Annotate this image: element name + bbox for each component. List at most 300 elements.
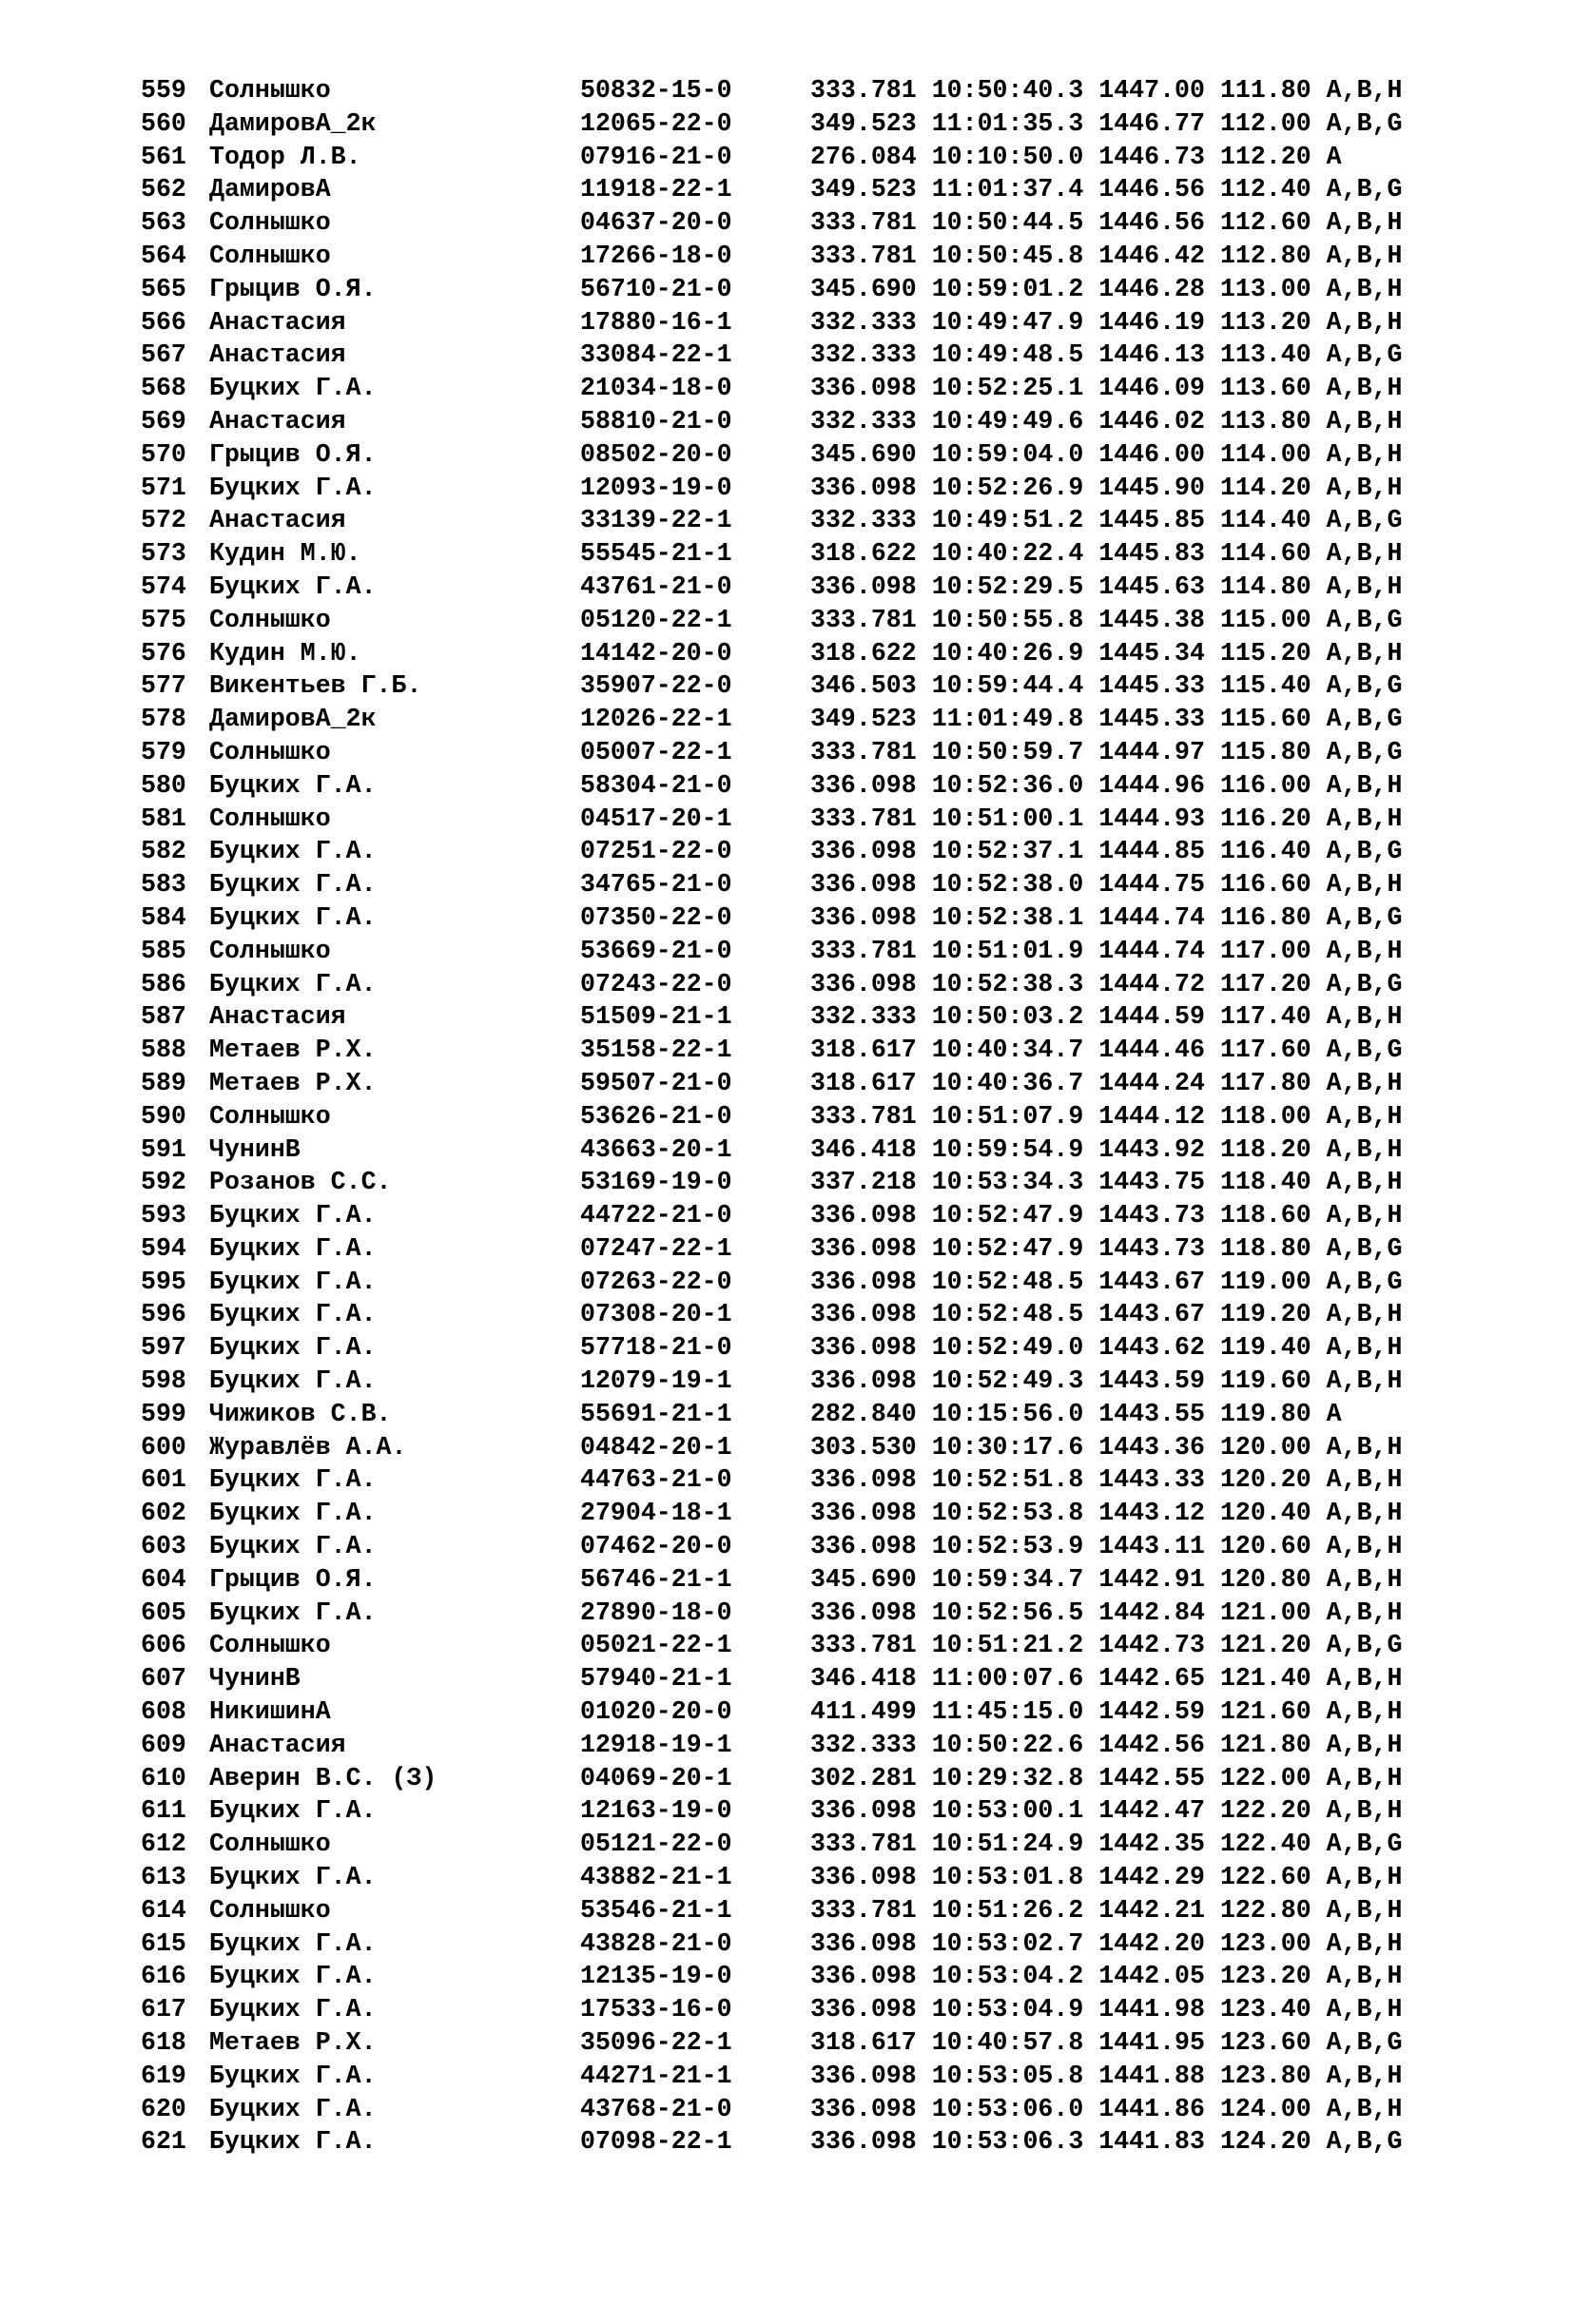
participant-name: Грыцив О.Я. [209,274,377,303]
record-code: 21034-18-0 [580,374,732,403]
time-value: 11:01:49.8 [931,705,1084,734]
flags: A,B,H [1326,539,1403,569]
value-2: 1445.33 [1098,705,1205,734]
flags: A,B,H [1326,1697,1403,1727]
flags: A,B,G [1326,605,1403,634]
flags: A,B,G [1326,2127,1403,2157]
value-2: 1443.75 [1098,1168,1205,1197]
values-group [810,1100,1402,1133]
flags: A,B,H [1326,1962,1403,1991]
value-1: 333.781 [810,936,917,965]
value-3: 119.20 [1219,1300,1311,1329]
record-code: 07251-22-0 [580,837,732,866]
flags: A,B,G [1326,506,1403,535]
value-2: 1445.63 [1098,571,1205,601]
values-group [810,240,1402,273]
value-3: 111.80 [1219,76,1311,105]
participant-name: Буцких Г.А. [209,2061,377,2090]
value-3: 116.20 [1219,804,1311,833]
time-value: 10:52:47.9 [931,1201,1084,1230]
flags: A,B,H [1326,1598,1403,1627]
time-value: 10:15:56.0 [931,1399,1084,1428]
record-code: 05007-22-1 [580,737,732,766]
values-group [810,141,1342,174]
participant-name: Буцких Г.А. [209,2094,377,2123]
record-code: 07462-20-0 [580,1532,732,1561]
values-group [810,1067,1402,1100]
record-code: 12026-22-1 [580,705,732,734]
row-number: 588 [141,1036,186,1065]
values-group [810,1629,1402,1662]
record-code: 56710-21-0 [580,274,732,303]
participant-name: Тодор Л.В. [209,142,361,171]
value-1: 282.840 [810,1399,917,1428]
participant-name: ДамировА_2к [209,705,377,734]
row-number: 593 [141,1201,186,1230]
record-code: 55545-21-1 [580,539,732,569]
values-group [810,1597,1402,1630]
table-row [0,472,1573,505]
table-row [0,1331,1573,1365]
value-3: 117.60 [1219,1036,1311,1065]
value-3: 117.80 [1219,1068,1311,1097]
values-group [810,803,1402,836]
table-row [0,703,1573,736]
time-value: 10:40:22.4 [931,539,1084,569]
value-3: 113.00 [1219,274,1311,303]
record-code: 50832-15-0 [580,76,732,105]
row-number: 570 [141,439,186,469]
flags: A,B,G [1326,1233,1403,1263]
flags: A,B,G [1326,1631,1403,1660]
table-row [0,1530,1573,1563]
value-1: 336.098 [810,870,917,900]
time-value: 10:50:22.6 [931,1730,1084,1759]
record-code: 35096-22-1 [580,2028,732,2058]
value-1: 333.781 [810,737,917,766]
value-2: 1445.90 [1098,473,1205,502]
record-code: 34765-21-0 [580,870,732,900]
value-1: 332.333 [810,340,917,370]
value-2: 1442.20 [1098,1928,1205,1958]
table-row [0,803,1573,836]
table-row [0,141,1573,174]
value-2: 1446.42 [1098,241,1205,270]
participant-name: Буцких Г.А. [209,2127,377,2157]
participant-name: Буцких Г.А. [209,1366,377,1396]
record-code: 43828-21-0 [580,1928,732,1958]
row-number: 577 [141,671,186,701]
table-row [0,107,1573,141]
values-group [810,1530,1402,1563]
record-code: 05121-22-0 [580,1830,732,1859]
flags: A,B,G [1326,108,1403,138]
participant-name: Анастасия [209,1002,346,1032]
participant-name: НикишинА [209,1697,331,1727]
value-3: 122.00 [1219,1763,1311,1792]
flags: A,B,H [1326,1002,1403,1032]
value-1: 318.617 [810,1036,917,1065]
value-2: 1442.55 [1098,1763,1205,1792]
values-group [810,1166,1402,1199]
flags: A,B,H [1326,1564,1403,1594]
values-group [810,1431,1402,1464]
values-group [810,74,1402,107]
record-code: 07243-22-0 [580,969,732,998]
record-code: 05021-22-1 [580,1631,732,1660]
time-value: 10:30:17.6 [931,1432,1084,1462]
participant-name: Солнышко [209,76,331,105]
time-value: 10:52:26.9 [931,473,1084,502]
value-3: 116.00 [1219,770,1311,800]
row-number: 612 [141,1830,186,1859]
record-code: 05120-22-1 [580,605,732,634]
time-value: 10:52:53.8 [931,1499,1084,1528]
row-number: 582 [141,837,186,866]
time-value: 10:52:37.1 [931,837,1084,866]
value-3: 122.60 [1219,1863,1311,1892]
table-row [0,835,1573,868]
record-code: 35907-22-0 [580,671,732,701]
value-1: 336.098 [810,1863,917,1892]
flags: A,B,H [1326,1763,1403,1792]
value-1: 318.617 [810,1068,917,1097]
table-row [0,769,1573,803]
table-row [0,2060,1573,2093]
participant-name: Анастасия [209,406,346,436]
value-2: 1444.96 [1098,770,1205,800]
flags: A,B,H [1326,1101,1403,1131]
results-listing [0,74,1573,2159]
value-1: 318.622 [810,539,917,569]
time-value: 10:51:24.9 [931,1830,1084,1859]
time-value: 10:52:56.5 [931,1598,1084,1627]
participant-name: Метаев Р.Х. [209,1068,377,1097]
participant-name: Солнышко [209,1101,331,1131]
record-code: 07247-22-1 [580,1233,732,1263]
participant-name: ДамировА_2к [209,108,377,138]
participant-name: Буцких Г.А. [209,1598,377,1627]
value-2: 1443.73 [1098,1233,1205,1263]
flags: A,B,G [1326,1036,1403,1065]
row-number: 586 [141,969,186,998]
participant-name: Солнышко [209,241,331,270]
record-code: 56746-21-1 [580,1564,732,1594]
value-1: 336.098 [810,1796,917,1826]
row-number: 563 [141,208,186,238]
row-number: 571 [141,473,186,502]
values-group [810,2093,1402,2126]
value-2: 1443.67 [1098,1267,1205,1296]
flags: A,B,G [1326,340,1403,370]
table-row [0,339,1573,372]
values-group [810,1034,1402,1067]
flags: A,B,G [1326,837,1403,866]
flags: A,B,H [1326,1532,1403,1561]
row-number: 601 [141,1465,186,1495]
values-group [810,1232,1402,1266]
flags: A,B,H [1326,1068,1403,1097]
value-3: 113.80 [1219,406,1311,436]
values-group [810,206,1402,240]
value-3: 121.60 [1219,1697,1311,1727]
table-row [0,273,1573,306]
record-code: 55691-21-1 [580,1399,732,1428]
value-1: 349.523 [810,175,917,204]
table-row [0,537,1573,571]
flags: A [1326,142,1342,171]
participant-name: Кудин М.Ю. [209,539,361,569]
value-3: 118.00 [1219,1101,1311,1131]
values-group [810,1662,1402,1695]
record-code: 44722-21-0 [580,1201,732,1230]
value-1: 336.098 [810,969,917,998]
record-code: 59507-21-0 [580,1068,732,1097]
record-code: 07916-21-0 [580,142,732,171]
time-value: 10:59:54.9 [931,1134,1084,1164]
values-group [810,438,1402,472]
flags: A,B,H [1326,770,1403,800]
record-code: 43882-21-1 [580,1863,732,1892]
value-1: 333.781 [810,1895,917,1925]
values-group [810,1894,1402,1927]
flags: A,B,G [1326,2028,1403,2058]
row-number: 562 [141,175,186,204]
values-group [810,537,1402,571]
time-value: 10:59:34.7 [931,1564,1084,1594]
row-number: 568 [141,374,186,403]
value-1: 336.098 [810,1598,917,1627]
row-number: 597 [141,1333,186,1363]
value-3: 112.60 [1219,208,1311,238]
flags: A,B,H [1326,76,1403,105]
table-row [0,1199,1573,1232]
flags: A,B,H [1326,2094,1403,2123]
row-number: 595 [141,1267,186,1296]
value-2: 1444.12 [1098,1101,1205,1131]
value-2: 1444.75 [1098,870,1205,900]
value-3: 120.60 [1219,1532,1311,1561]
value-1: 333.781 [810,1631,917,1660]
values-group [810,173,1402,206]
time-value: 10:59:01.2 [931,274,1084,303]
value-1: 336.098 [810,2094,917,2123]
table-row [0,1497,1573,1530]
value-3: 120.20 [1219,1465,1311,1495]
table-row [0,1729,1573,1762]
table-row [0,604,1573,637]
row-number: 613 [141,1863,186,1892]
participant-name: Буцких Г.А. [209,837,377,866]
value-1: 336.098 [810,1465,917,1495]
table-row [0,1695,1573,1729]
record-code: 12135-19-0 [580,1962,732,1991]
value-2: 1441.86 [1098,2094,1205,2123]
values-group [810,1199,1402,1232]
participant-name: ЧунинВ [209,1134,301,1164]
values-group [810,703,1402,736]
values-group [810,2060,1402,2093]
time-value: 10:51:07.9 [931,1101,1084,1131]
record-code: 12918-19-1 [580,1730,732,1759]
value-3: 120.80 [1219,1564,1311,1594]
flags: A,B,H [1326,1730,1403,1759]
flags: A,B,H [1326,1333,1403,1363]
flags: A,B,H [1326,638,1403,668]
value-3: 121.20 [1219,1631,1311,1660]
value-3: 116.60 [1219,870,1311,900]
participant-name: Солнышко [209,936,331,965]
value-2: 1441.95 [1098,2028,1205,2058]
value-1: 303.530 [810,1432,917,1462]
table-row [0,1133,1573,1167]
time-value: 10:51:01.9 [931,936,1084,965]
flags: A,B,H [1326,208,1403,238]
time-value: 10:49:47.9 [931,307,1084,337]
table-row [0,1629,1573,1662]
table-row [0,2026,1573,2060]
value-2: 1443.12 [1098,1499,1205,1528]
value-2: 1442.91 [1098,1564,1205,1594]
time-value: 10:53:34.3 [931,1168,1084,1197]
participant-name: Буцких Г.А. [209,374,377,403]
participant-name: Буцких Г.А. [209,1333,377,1363]
time-value: 10:50:59.7 [931,737,1084,766]
table-row [0,1794,1573,1828]
values-group [810,1794,1402,1828]
value-3: 121.00 [1219,1598,1311,1627]
table-row [0,1894,1573,1927]
row-number: 569 [141,406,186,436]
time-value: 10:52:48.5 [931,1267,1084,1296]
row-number: 592 [141,1168,186,1197]
value-2: 1446.28 [1098,274,1205,303]
flags: A,B,H [1326,1928,1403,1958]
value-2: 1444.59 [1098,1002,1205,1032]
table-row [0,405,1573,438]
time-value: 10:53:02.7 [931,1928,1084,1958]
value-1: 333.781 [810,76,917,105]
participant-name: Буцких Г.А. [209,1962,377,1991]
flags: A,B,G [1326,737,1403,766]
table-row [0,2093,1573,2126]
value-2: 1442.73 [1098,1631,1205,1660]
value-1: 318.622 [810,638,917,668]
record-code: 35158-22-1 [580,1036,732,1065]
value-1: 332.333 [810,1730,917,1759]
table-row [0,935,1573,968]
participant-name: Солнышко [209,804,331,833]
values-group [810,1331,1402,1365]
row-number: 572 [141,506,186,535]
row-number: 619 [141,2061,186,2090]
participant-name: Буцких Г.А. [209,571,377,601]
values-group [810,604,1402,637]
value-2: 1443.73 [1098,1201,1205,1230]
value-1: 333.781 [810,241,917,270]
time-value: 10:59:04.0 [931,439,1084,469]
values-group [810,339,1402,372]
time-value: 10:51:21.2 [931,1631,1084,1660]
participant-name: Солнышко [209,1830,331,1859]
value-1: 336.098 [810,1267,917,1296]
value-1: 345.690 [810,1564,917,1594]
table-row [0,240,1573,273]
values-group [810,935,1402,968]
flags: A,B,H [1326,1465,1403,1495]
value-2: 1444.24 [1098,1068,1205,1097]
time-value: 10:53:04.9 [931,1995,1084,2024]
flags: A,B,H [1326,936,1403,965]
flags: A,B,H [1326,2061,1403,2090]
record-code: 53669-21-0 [580,936,732,965]
value-3: 119.60 [1219,1366,1311,1396]
row-number: 564 [141,241,186,270]
row-number: 565 [141,274,186,303]
value-3: 123.20 [1219,1962,1311,1991]
row-number: 617 [141,1995,186,2024]
values-group [810,1762,1402,1795]
flags: A,B,H [1326,1863,1403,1892]
value-1: 345.690 [810,274,917,303]
value-2: 1443.33 [1098,1465,1205,1495]
row-number: 605 [141,1598,186,1627]
participant-name: Грыцив О.Я. [209,439,377,469]
row-number: 604 [141,1564,186,1594]
row-number: 606 [141,1631,186,1660]
record-code: 04842-20-1 [580,1432,732,1462]
table-row [0,1463,1573,1497]
value-3: 122.20 [1219,1796,1311,1826]
row-number: 583 [141,870,186,900]
row-number: 600 [141,1432,186,1462]
participant-name: Буцких Г.А. [209,1995,377,2024]
value-2: 1446.13 [1098,340,1205,370]
time-value: 10:52:51.8 [931,1465,1084,1495]
table-row [0,372,1573,405]
value-2: 1446.56 [1098,175,1205,204]
value-1: 336.098 [810,374,917,403]
value-3: 123.00 [1219,1928,1311,1958]
record-code: 11918-22-1 [580,175,732,204]
value-1: 336.098 [810,1995,917,2024]
table-row [0,1960,1573,1993]
table-row [0,1597,1573,1630]
values-group [810,1266,1402,1299]
flags: A,B,H [1326,1664,1403,1694]
time-value: 10:52:49.3 [931,1366,1084,1396]
participant-name: Чижиков С.В. [209,1399,392,1428]
flags: A,B,G [1326,1830,1403,1859]
value-1: 276.084 [810,142,917,171]
participant-name: Солнышко [209,1895,331,1925]
flags: A,B,H [1326,571,1403,601]
value-1: 336.098 [810,2061,917,2090]
table-row [0,736,1573,769]
value-2: 1445.38 [1098,605,1205,634]
values-group [810,1993,1402,2026]
values-group [810,1133,1402,1167]
flags: A,B,H [1326,1432,1403,1462]
record-code: 04637-20-0 [580,208,732,238]
values-group [810,736,1402,769]
record-code: 33139-22-1 [580,506,732,535]
flags: A,B,G [1326,902,1403,932]
value-3: 115.60 [1219,705,1311,734]
row-number: 610 [141,1763,186,1792]
record-code: 58810-21-0 [580,406,732,436]
row-number: 579 [141,737,186,766]
